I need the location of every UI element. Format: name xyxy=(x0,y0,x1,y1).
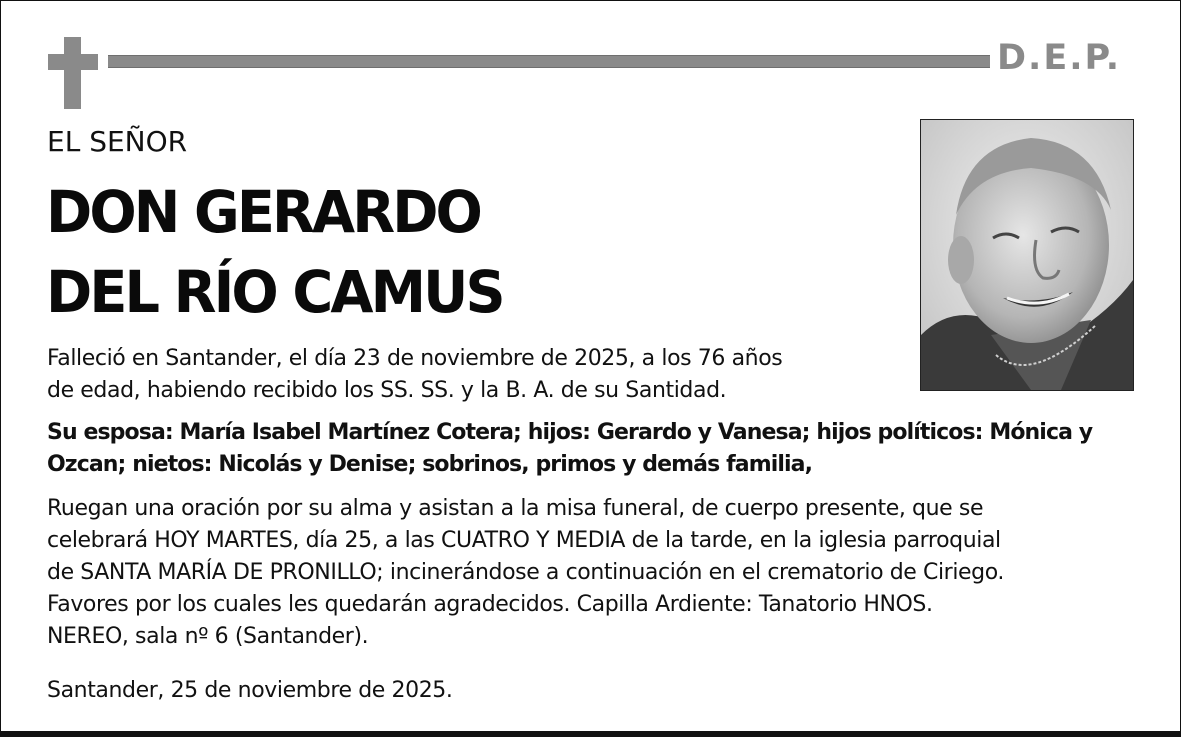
header-rule xyxy=(108,55,990,68)
family-line: Su esposa: María Isabel Martínez Cotera; hijos: Gerardo y Vanesa; hijos políticos: Mónica y xyxy=(47,420,1093,445)
portrait-photo xyxy=(920,119,1134,391)
name-line-1: DON GERARDO xyxy=(46,178,480,246)
family-list xyxy=(47,417,1142,481)
request-line: Favores por los cuales les quedarán agradecidos. Capilla Ardiente: Tanatorio HNOS. xyxy=(47,592,933,617)
request-line: NEREO, sala nº 6 (Santander). xyxy=(47,624,369,649)
title-prefix: EL SEÑOR xyxy=(47,125,188,158)
signoff: Santander, 25 de noviembre de 2025. xyxy=(47,678,453,703)
bottom-rule xyxy=(0,731,1181,737)
request-line: celebrará HOY MARTES, día 25, a las CUATRO Y MEDIA de la tarde, en la iglesia parroquial xyxy=(47,528,1001,553)
portrait-image xyxy=(921,120,1133,390)
name-line-2: DEL RÍO CAMUS xyxy=(46,258,503,326)
request-line: de SANTA MARÍA DE PRONILLO; incinerándose a continuación en el crematorio de Ciriego. xyxy=(47,560,1005,585)
family-line: Ozcan; nietos: Nicolás y Denise; sobrinos, primos y demás familia, xyxy=(47,452,813,477)
deceased-name xyxy=(46,172,503,332)
dep-label: D.E.P. xyxy=(997,38,1122,78)
cross-icon xyxy=(64,37,81,109)
death-notice-line: de edad, habiendo recibido los SS. SS. y la B. A. de su Santidad. xyxy=(47,378,727,403)
death-notice xyxy=(47,343,907,407)
request-line: Ruegan una oración por su alma y asistan a la misa funeral, de cuerpo presente, que se xyxy=(47,496,984,521)
funeral-request xyxy=(47,493,1157,653)
cross-icon-arm xyxy=(48,54,98,70)
death-notice-line: Falleció en Santander, el día 23 de noviembre de 2025, a los 76 años xyxy=(47,346,783,371)
